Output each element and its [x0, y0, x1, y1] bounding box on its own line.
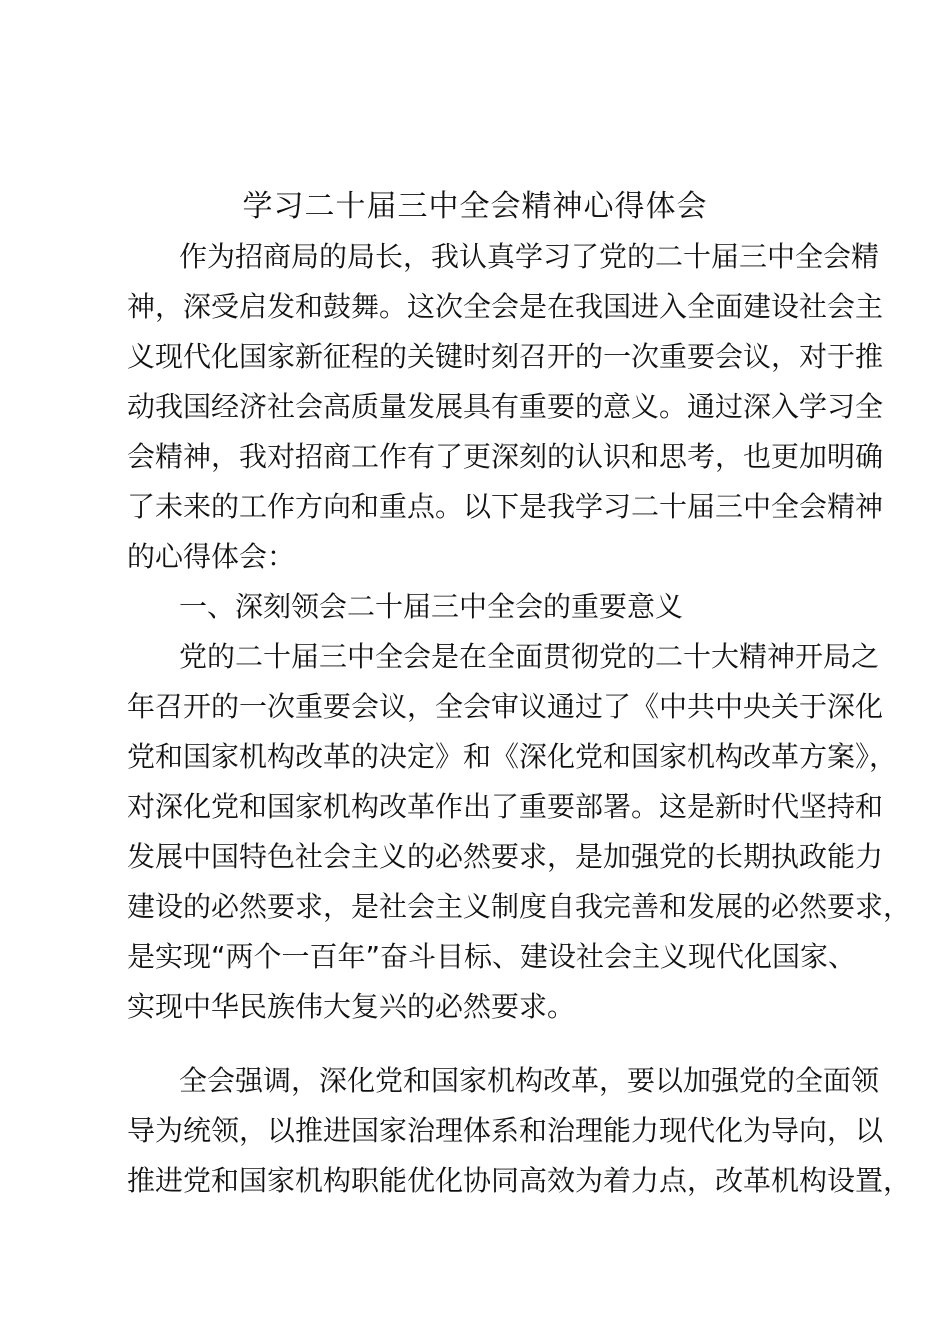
section-heading [127, 582, 837, 632]
text-line: 党的二十届三中全会是在全面贯彻党的二十大精神开局之 [179, 640, 880, 673]
text-line: 对深化党和国家机构改革作出了重要部署。这是新时代坚持和 [127, 790, 884, 823]
paragraph-emphasis [127, 1056, 912, 1206]
text-line: 义现代化国家新征程的关键时刻召开的一次重要会议，对于推 [127, 340, 884, 373]
section-heading-text: 一、深刻领会二十届三中全会的重要意义 [179, 590, 684, 623]
text-line: 的心得体会： [127, 540, 296, 573]
text-line: 作为招商局的局长，我认真学习了党的二十届三中全会精 [179, 240, 880, 273]
text-line: 实现中华民族伟大复兴的必然要求。 [127, 990, 576, 1023]
document-title: 学习二十届三中全会精神心得体会 [242, 189, 708, 224]
paragraph-gap [127, 1032, 837, 1056]
text-line: 导为统领，以推进国家治理体系和治理能力现代化为导向，以 [127, 1114, 884, 1147]
text-line: 是实现“两个一百年”奋斗目标、建设社会主义现代化国家、 [127, 940, 857, 973]
text-line: 建设的必然要求，是社会主义制度自我完善和发展的必然要求， [127, 890, 912, 923]
text-line: 了未来的工作方向和重点。以下是我学习二十届三中全会精神 [127, 490, 884, 523]
text-line: 动我国经济社会高质量发展具有重要的意义。通过深入学习全 [127, 390, 884, 423]
paragraph-significance [127, 632, 912, 1032]
text-line: 党和国家机构改革的决定》和《深化党和国家机构改革方案》， [127, 740, 898, 773]
document-body [127, 232, 912, 1206]
text-line: 全会强调，深化党和国家机构改革，要以加强党的全面领 [179, 1064, 880, 1097]
text-line: 推进党和国家机构职能优化协同高效为着力点，改革机构设置， [127, 1164, 912, 1197]
paragraph-intro [127, 232, 884, 582]
text-line: 年召开的一次重要会议，全会审议通过了《中共中央关于深化 [127, 690, 884, 723]
text-line: 发展中国特色社会主义的必然要求，是加强党的长期执政能力 [127, 840, 884, 873]
text-line: 神，深受启发和鼓舞。这次全会是在我国进入全面建设社会主 [127, 290, 884, 323]
text-line: 会精神，我对招商工作有了更深刻的认识和思考，也更加明确 [127, 440, 884, 473]
